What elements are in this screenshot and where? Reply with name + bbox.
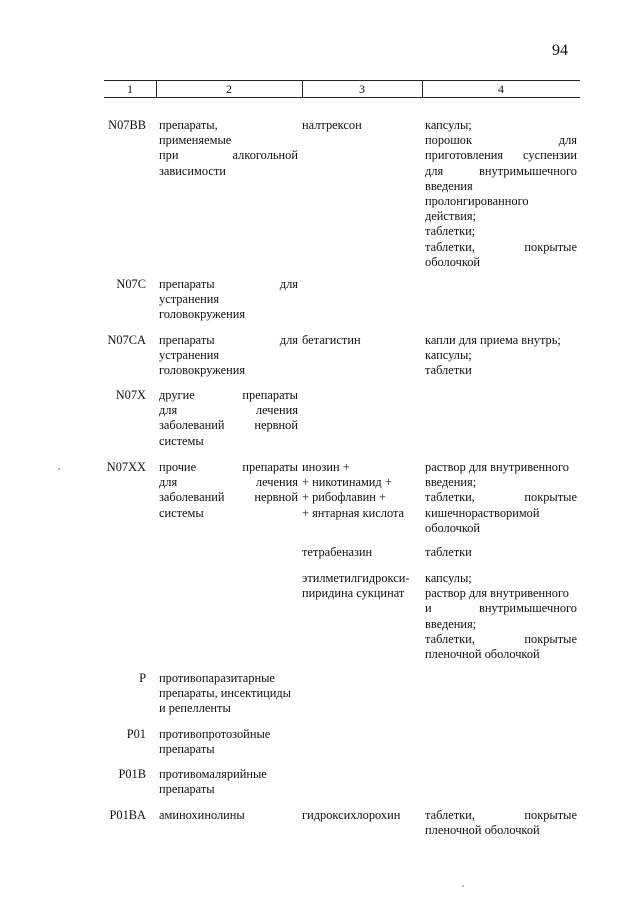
description-line: противопротозойные [159,727,271,741]
drug-name-line: пиридина сукцинат [302,586,405,601]
description-line: противомалярийные [159,767,267,781]
description-line: препараты для [159,333,298,347]
drug-name-line: этилметилгидрокси- [302,571,410,585]
form-line: таблетки, покрытые [425,631,577,646]
description-line: и репелленты [159,701,231,716]
drug-name-line: бетагистин [302,333,361,347]
drug-name-line: гидроксихлорохин [302,808,401,822]
form-line: капсулы; [425,118,472,132]
form-line: капли для приема внутрь; [425,333,561,347]
description-line: системы [159,505,204,520]
form-line: введения [425,178,473,193]
drug-name [302,333,418,348]
form-line: таблетки, покрытые [425,490,577,505]
drug-name-line: + рибофлавин + [302,490,387,505]
header-col-3: 3 [359,82,365,96]
description-line: при алкогольной [159,148,298,163]
description-line: головокружения [159,307,246,322]
description-line: для лечения [159,475,298,490]
group-description [159,808,298,823]
atc-code: P [139,671,146,685]
page-number: 94 [552,42,568,59]
form-line: пленочной оболочкой [425,823,540,838]
form-line: введения; [425,475,477,490]
form-line: таблетки, покрытые [425,808,577,822]
form-line: оболочкой [425,254,481,269]
atc-code: P01 [126,727,146,741]
dosage-forms [425,545,577,560]
drug-name-line: + янтарная кислота [302,505,405,520]
description-line: заболеваний нервной [159,490,298,505]
scan-speck [462,885,464,887]
dosage-forms [425,808,577,838]
description-line: противопаразитарные [159,671,275,685]
atc-code: N07CA [107,333,146,347]
description-line: препараты, [159,118,218,132]
description-line: препараты [159,742,215,757]
group-description [159,388,298,449]
group-description [159,727,298,757]
scan-speck [58,468,60,470]
form-line: таблетки; [425,224,476,239]
group-description [159,767,298,797]
form-line: капсулы; [425,348,472,363]
group-description [159,671,298,717]
drug-name-line: + никотинамид + [302,475,392,490]
form-line: пролонгированного [425,194,529,209]
form-line: действия; [425,209,476,224]
form-line: таблетки [425,545,472,559]
description-line: прочие препараты [159,460,298,474]
group-description [159,118,298,179]
drug-name [302,460,418,521]
form-line: капсулы; [425,571,472,585]
header-col-2: 2 [226,82,232,96]
description-line: применяемые [159,133,232,148]
form-line: раствор для внутривенного [425,460,569,474]
header-col-1: 1 [127,82,133,96]
drug-name [302,118,418,133]
group-description [159,333,298,379]
dosage-forms [425,118,577,270]
description-line: устранения [159,348,220,363]
drug-name [302,571,418,601]
description-line: аминохинолины [159,808,245,822]
atc-code: N07X [115,388,146,402]
description-line: устранения [159,292,220,307]
atc-code: P01B [118,767,146,781]
drug-name-line: инозин + [302,460,350,474]
group-description [159,460,298,521]
description-line: другие препараты [159,388,298,402]
form-line: для внутримышечного [425,163,577,178]
description-line: системы [159,433,204,448]
description-line: препараты для [159,277,298,291]
atc-code: P01BA [109,808,146,822]
atc-code: N07C [116,277,146,291]
description-line: препараты [159,782,215,797]
form-line: таблетки [425,363,472,378]
drug-name [302,545,418,560]
group-description [159,277,298,323]
drug-name [302,808,418,823]
form-line: и внутримышечного [425,601,577,616]
dosage-forms [425,571,577,662]
dosage-forms [425,333,577,379]
atc-code: N07BB [108,118,146,132]
form-line: оболочкой [425,520,481,535]
form-line: таблетки, покрытые [425,239,577,254]
form-line: кишечнорастворимой [425,505,540,520]
form-line: введения; [425,616,477,631]
dosage-forms [425,460,577,536]
description-line: головокружения [159,363,246,378]
drug-name-line: налтрексон [302,118,362,132]
form-line: порошок для [425,133,577,148]
header-col-4: 4 [498,82,504,96]
drug-name-line: тетрабеназин [302,545,373,559]
form-line: раствор для внутривенного [425,586,569,601]
form-line: приготовления суспензии [425,148,577,163]
table-header [104,80,580,98]
description-line: зависимости [159,163,226,178]
description-line: заболеваний нервной [159,418,298,433]
atc-code: N07XX [106,460,146,474]
description-line: для лечения [159,403,298,418]
description-line: препараты, инсектициды [159,686,291,701]
form-line: пленочной оболочкой [425,647,540,662]
